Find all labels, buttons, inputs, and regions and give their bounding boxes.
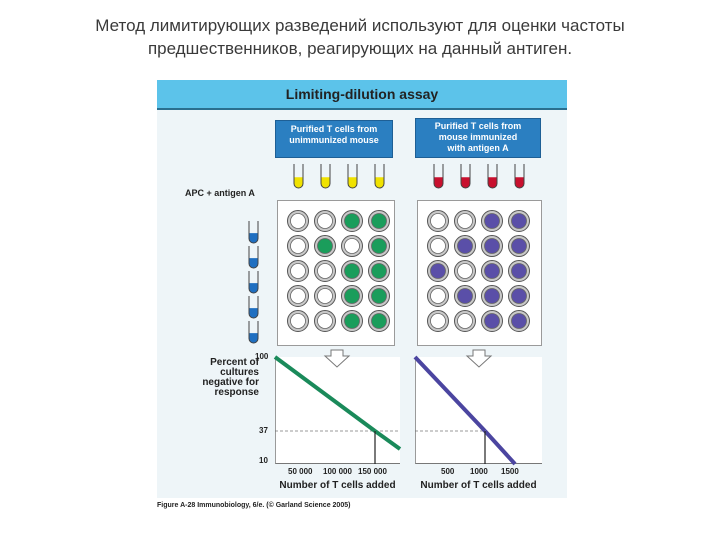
left-well-negative [291, 264, 306, 279]
right-well-positive [512, 214, 527, 229]
y-axis-label-line1: Percent of [210, 357, 259, 368]
right-well-negative [458, 214, 473, 229]
right-well-positive [485, 264, 500, 279]
left-well-negative [291, 239, 306, 254]
left-down-arrow [325, 350, 349, 367]
left-well-negative [318, 314, 333, 329]
left-well-negative [345, 239, 360, 254]
left-well-positive [345, 289, 360, 304]
left-well-positive [372, 289, 387, 304]
left-well-positive [372, 214, 387, 229]
right-well-negative [431, 314, 446, 329]
y-axis-label-line4: response [214, 387, 259, 398]
right-x-tick-2: 1000 [470, 467, 488, 476]
right-well-negative [431, 214, 446, 229]
y-axis-label-line3: negative for [202, 377, 259, 388]
immunized-label-line2: mouse immunized [438, 132, 518, 142]
left-well-positive [372, 314, 387, 329]
right-well-positive [485, 289, 500, 304]
left-well-negative [291, 289, 306, 304]
y-axis-label-line2: cultures [220, 367, 259, 378]
unimmunized-label-line1: Purified T cells from [290, 124, 378, 134]
figure-header-title: Limiting-dilution assay [285, 86, 439, 102]
left-well-positive [372, 239, 387, 254]
left-well-negative [318, 264, 333, 279]
right-well-positive [485, 239, 500, 254]
immunized-label-line1: Purified T cells from [434, 121, 522, 131]
slide-title [0, 14, 720, 60]
left-well-positive [318, 239, 333, 254]
right-well-negative [458, 264, 473, 279]
y-tick-100: 100 [255, 352, 269, 361]
right-purple-line-tail [485, 431, 515, 464]
right-well-positive [512, 264, 527, 279]
left-well-positive [345, 214, 360, 229]
right-well-positive [431, 264, 446, 279]
left-x-tick-1: 50 000 [288, 467, 313, 476]
right-purple-line [415, 357, 485, 431]
left-well-negative [318, 214, 333, 229]
right-well-positive [512, 289, 527, 304]
right-well-positive [485, 314, 500, 329]
limiting-dilution-figure [157, 80, 567, 509]
left-green-line-tail [375, 431, 400, 449]
right-x-tick-1: 500 [441, 467, 455, 476]
figure-caption: Figure A-28 Immunobiology, 6/e. (© Garland Science 2005) [157, 502, 351, 509]
left-x-axis-label: Number of T cells added [279, 480, 396, 491]
right-well-positive [512, 314, 527, 329]
slide-title-line2: предшественников, реагирующих на данный антиген. [147, 39, 573, 58]
left-well-negative [318, 289, 333, 304]
apc-antigen-label: APC + antigen A [185, 188, 255, 198]
left-well-positive [345, 314, 360, 329]
right-down-arrow [467, 350, 491, 367]
left-well-negative [291, 214, 306, 229]
left-well-positive [345, 264, 360, 279]
immunized-label-line3: with antigen A [447, 143, 509, 153]
right-well-negative [458, 314, 473, 329]
left-well-positive [372, 264, 387, 279]
right-well-positive [485, 214, 500, 229]
right-well-negative [431, 239, 446, 254]
y-tick-10: 10 [259, 456, 268, 465]
right-well-positive [458, 289, 473, 304]
right-well-negative [431, 289, 446, 304]
left-well-negative [291, 314, 306, 329]
slide-title-line1: Метод лимитирующих разведений используют для оценки частоты [95, 16, 625, 35]
left-x-tick-3: 150 000 [358, 467, 387, 476]
right-well-positive [512, 239, 527, 254]
y-tick-37: 37 [259, 426, 268, 435]
left-x-tick-2: 100 000 [323, 467, 352, 476]
unimmunized-label-line2: unimmunized mouse [289, 135, 379, 145]
figure-drawing [157, 80, 567, 498]
left-green-line [275, 357, 375, 431]
right-well-positive [458, 239, 473, 254]
right-x-axis-label: Number of T cells added [420, 480, 537, 491]
right-x-tick-3: 1500 [501, 467, 519, 476]
